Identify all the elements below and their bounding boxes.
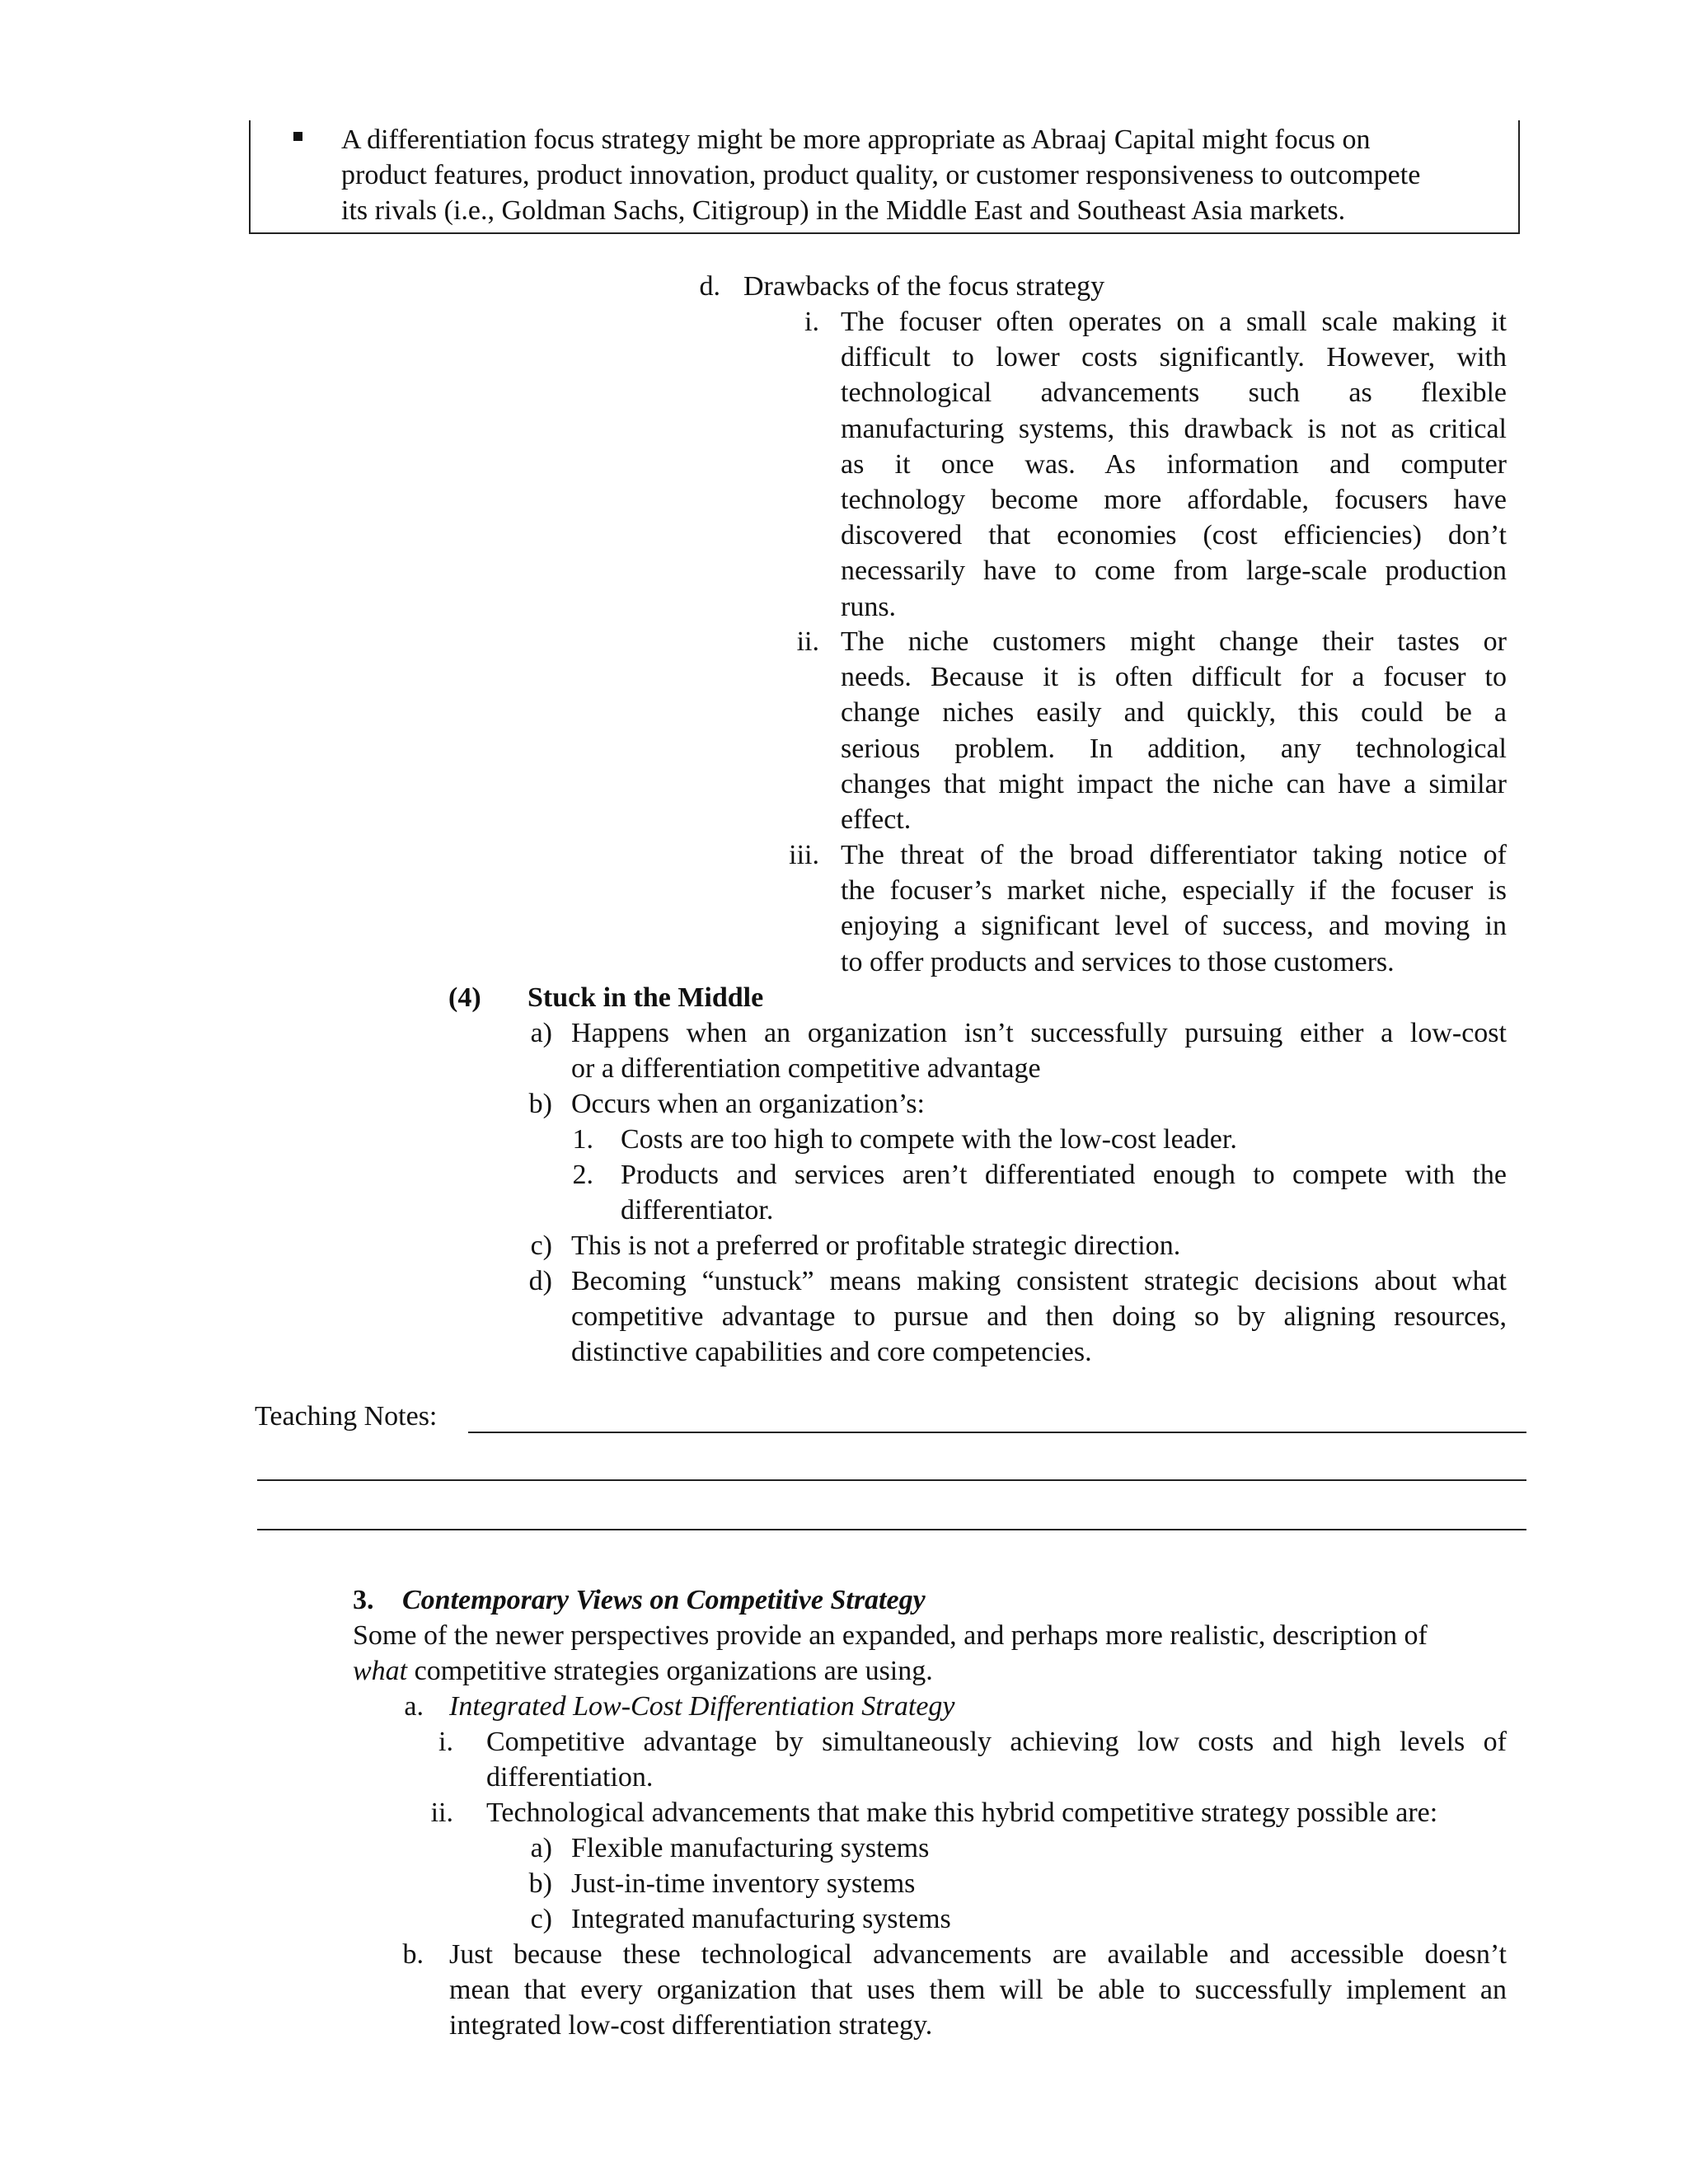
list-marker: a) — [530, 1833, 552, 1863]
contemporary-item — [449, 1937, 1507, 2044]
list-marker: a. — [404, 1691, 424, 1722]
text-line: manufacturing systems, this drawback is not as critical — [841, 413, 1507, 444]
text-line: distinctive capabilities and core competencies. — [571, 1337, 1092, 1368]
text-line: or a differentiation competitive advantage — [571, 1053, 1041, 1085]
stuck-item: This is not a preferred or profitable strategic direction. — [571, 1230, 1181, 1261]
notes-line — [468, 1432, 1526, 1433]
emphasis-text: what — [353, 1656, 408, 1687]
list-marker: ii. — [796, 626, 819, 657]
text-line: effect. — [841, 804, 912, 836]
text-line: The niche customers might change their tastes or — [841, 626, 1507, 657]
list-marker: 2. — [572, 1160, 593, 1190]
list-marker: 1. — [572, 1124, 593, 1155]
text-line: Some of the newer perspectives provide an expanded, and perhaps more realistic, description of — [353, 1620, 1428, 1651]
text-line: Products and services aren’t differentiated enough to compete with the — [621, 1160, 1507, 1190]
list-marker: d) — [528, 1266, 552, 1296]
list-marker: b) — [528, 1089, 552, 1119]
section-title: Stuck in the Middle — [528, 982, 764, 1013]
list-marker: iii. — [789, 840, 819, 870]
drawback-item — [841, 837, 1507, 980]
sub-item: Integrated manufacturing systems — [571, 1904, 951, 1934]
stuck-item — [571, 1263, 1507, 1371]
callout-line: product features, product innovation, product quality, or customer responsiveness to outcompete — [341, 160, 1421, 191]
sub-item: Just-in-time inventory systems — [571, 1868, 916, 1899]
text-line: as it once was. As information and computer — [841, 448, 1507, 480]
text-line: technological advancements such as flexible — [841, 377, 1507, 409]
text-line: The threat of the broad differentiator taking notice of — [841, 840, 1507, 870]
list-marker: ii. — [430, 1797, 453, 1828]
text-line: discovered that economies (cost efficiencies) don’t — [841, 520, 1507, 551]
text-line: to offer products and services to those customers. — [841, 946, 1395, 977]
callout-text — [341, 122, 1512, 229]
stuck-item — [571, 1015, 1507, 1086]
section-number: 3. — [353, 1585, 374, 1615]
contemporary-item: Technological advancements that make this hybrid competitive strategy possible are: — [486, 1797, 1438, 1828]
text-line: Becoming “unstuck” means making consistent strategic decisions about what — [571, 1266, 1507, 1296]
sub-item: Flexible manufacturing systems — [571, 1833, 930, 1863]
list-marker: i. — [438, 1727, 453, 1757]
list-marker: d. — [699, 271, 720, 302]
list-marker: i. — [804, 307, 819, 337]
text-line: competitive advantage to pursue and then doing so by aligning resources, — [571, 1301, 1507, 1333]
sub-item — [621, 1157, 1507, 1228]
text-line: Just because these technological advancements are available and accessible doesn’t — [449, 1939, 1507, 1970]
text-line: Competitive advantage by simultaneously achieving low costs and high levels of — [486, 1727, 1507, 1757]
text-line: serious problem. In addition, any technological — [841, 733, 1507, 764]
contemporary-item — [486, 1724, 1507, 1795]
sub-item: Costs are too high to compete with the low-cost leader. — [621, 1124, 1237, 1155]
text-line: change niches easily and quickly, this could be a — [841, 697, 1507, 729]
text-line: difficult to lower costs significantly. However, with — [841, 342, 1507, 373]
section-title: Contemporary Views on Competitive Strategy — [402, 1585, 926, 1615]
square-bullet-icon — [293, 132, 302, 141]
text-line: enjoying a significant level of success, and moving in — [841, 911, 1507, 942]
text-line: Happens when an organization isn’t successfully pursuing either a low-cost — [571, 1018, 1507, 1048]
drawbacks-heading: Drawbacks of the focus strategy — [743, 271, 1105, 302]
intro-paragraph — [353, 1618, 1507, 1689]
list-marker: a) — [530, 1018, 552, 1048]
text-line: mean that every organization that uses them will be able to successfully implement an — [449, 1975, 1507, 2006]
list-marker: c) — [530, 1230, 552, 1261]
text-line: changes that might impact the niche can have a similar — [841, 768, 1507, 799]
callout-line: A differentiation focus strategy might be more appropriate as Abraaj Capital might focus on — [341, 124, 1371, 155]
text-line: runs. — [841, 591, 897, 622]
text-line: The focuser often operates on a small scale making it — [841, 307, 1507, 337]
text-line: differentiator. — [621, 1195, 774, 1226]
text-line: technology become more affordable, focusers have — [841, 485, 1507, 516]
text-line: necessarily have to come from large-scale production — [841, 555, 1507, 587]
text-line: differentiation. — [486, 1762, 654, 1793]
text-line-rest: competitive strategies organizations are using. — [407, 1656, 933, 1687]
notes-line — [257, 1529, 1526, 1530]
stuck-item: Occurs when an organization’s: — [571, 1089, 925, 1119]
drawback-item — [841, 304, 1507, 625]
callout-line: its rivals (i.e., Goldman Sachs, Citigroup) in the Middle East and Southeast Asia markets. — [341, 195, 1346, 227]
text-line: the focuser’s market niche, especially if the focuser is — [841, 875, 1507, 907]
text-line: needs. Because it is often difficult for a focuser to — [841, 662, 1507, 693]
list-marker: c) — [530, 1904, 552, 1934]
text-line: integrated low-cost differentiation strategy. — [449, 2010, 933, 2041]
text-line — [353, 1653, 1507, 1689]
list-marker: b. — [402, 1939, 424, 1970]
section-number: (4) — [448, 982, 481, 1013]
subsection-title: Integrated Low-Cost Differentiation Strategy — [449, 1691, 955, 1722]
teaching-notes-label: Teaching Notes: — [255, 1401, 438, 1432]
drawback-item — [841, 624, 1507, 837]
list-marker: b) — [528, 1868, 552, 1899]
notes-line — [257, 1479, 1526, 1481]
